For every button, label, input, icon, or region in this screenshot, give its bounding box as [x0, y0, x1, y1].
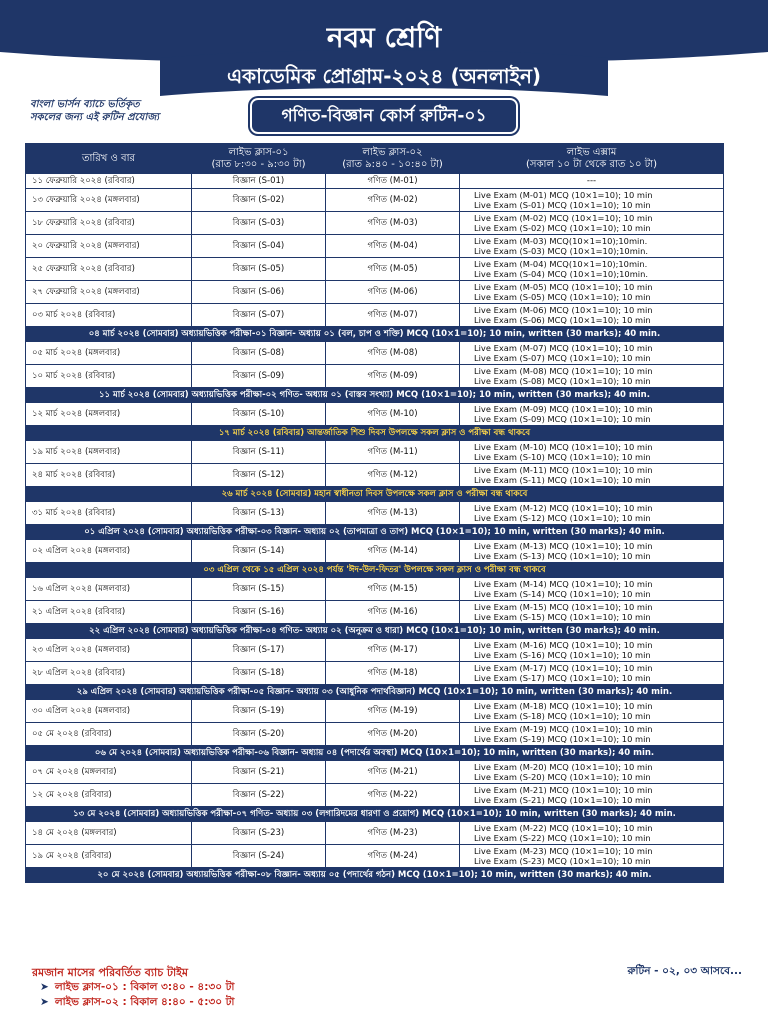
class1-text: বিজ্ঞান (S-23) [232, 827, 285, 838]
exam-cell [460, 174, 724, 189]
exam-line: Live Exam (S-13) MCQ (10×1=10); 10 min [474, 551, 651, 561]
class1-cell [192, 304, 326, 327]
exam-line: Live Exam (S-23) MCQ (10×1=10); 10 min [474, 856, 651, 866]
exam-cell [460, 212, 724, 235]
class2-cell [326, 822, 460, 845]
class1-text: বিজ্ঞান (S-17) [232, 644, 285, 655]
date-text: ১৩ ফেব্রুয়ারি ২০২৪ (মঙ্গলবার) [32, 194, 140, 205]
header-class2-title: লাইভ ক্লাস-০২ [362, 146, 423, 158]
class2-text: গণিত (M-17) [367, 644, 418, 655]
date-cell [26, 464, 192, 487]
date-cell [26, 281, 192, 304]
exam-cell [460, 281, 724, 304]
table-row [26, 174, 724, 189]
class2-cell [326, 761, 460, 784]
exam-line: Live Exam (S-15) MCQ (10×1=10); 10 min [474, 612, 651, 622]
class1-text: বিজ্ঞান (S-07) [232, 309, 285, 320]
exam-line: Live Exam (S-18) MCQ (10×1=10); 10 min [474, 711, 651, 721]
class1-text: বিজ্ঞান (S-24) [232, 850, 285, 861]
arrow-bullet-icon: ➤ [40, 996, 49, 1008]
exam-line: Live Exam (S-10) MCQ (10×1=10); 10 min [474, 452, 651, 462]
class1-text: বিজ্ঞান (S-14) [232, 545, 285, 556]
class2-text: গণিত (M-06) [367, 286, 418, 297]
announcement-text: ২৬ মার্চ ২০২৪ (সোমবার) মহান স্বাধীনতা দিবস উপলক্ষে সকল ক্লাস ও পরীক্ষা বন্ধ থাকবে [26, 487, 724, 502]
class2-cell [326, 174, 460, 189]
class1-text: বিজ্ঞান (S-09) [232, 370, 285, 381]
table-row [26, 235, 724, 258]
class1-text: বিজ্ঞান (S-15) [232, 583, 285, 594]
version-note [30, 98, 230, 124]
table-row [26, 700, 724, 723]
header-exam-title: লাইভ এক্সাম [566, 146, 617, 158]
class1-text: বিজ্ঞান (S-13) [232, 507, 285, 518]
class1-cell [192, 822, 326, 845]
date-cell [26, 578, 192, 601]
exam-cell [460, 700, 724, 723]
exam-line: --- [586, 175, 597, 186]
exam-cell [460, 258, 724, 281]
table-row [26, 304, 724, 327]
class1-cell [192, 441, 326, 464]
exam-line: Live Exam (S-16) MCQ (10×1=10); 10 min [474, 650, 651, 660]
class1-text: বিজ্ঞান (S-02) [232, 194, 285, 205]
class2-cell [326, 723, 460, 746]
exam-line: Live Exam (S-04) MCQ (10×1=10);10min. [474, 269, 648, 279]
chapter-exam-row [26, 746, 724, 761]
class2-text: গণিত (M-08) [367, 347, 418, 358]
date-cell [26, 441, 192, 464]
header-class1-title: লাইভ ক্লাস-০১ [228, 146, 289, 158]
class2-text: গণিত (M-19) [367, 705, 418, 716]
exam-line: Live Exam (S-02) MCQ (10×1=10); 10 min [474, 223, 651, 233]
exam-line: Live Exam (S-20) MCQ (10×1=10); 10 min [474, 772, 651, 782]
announcement-text: ২৯ এপ্রিল ২০২৪ (সোমবার) অধ্যায়ভিত্তিক পরীক্ষা-০৫ বিজ্ঞান- অধ্যায় ০৩ (আধুনিক পদার্থবিজ্ঞান) MCQ (10×1=10); 10 min, written (30 marks); 40 min. [26, 685, 724, 700]
class2-cell [326, 441, 460, 464]
table-row [26, 601, 724, 624]
header-exam-time: (সকাল ১০ টা থেকে রাত ১০ টা) [526, 158, 657, 170]
date-cell [26, 258, 192, 281]
table-row [26, 212, 724, 235]
header-class1 [192, 144, 326, 174]
exam-line: Live Exam (M-11) MCQ (10×1=10); 10 min [474, 464, 653, 475]
class1-text: বিজ্ঞান (S-04) [232, 240, 285, 251]
exam-cell [460, 502, 724, 525]
class2-text: গণিত (M-18) [367, 667, 418, 678]
class1-cell [192, 212, 326, 235]
exam-cell [460, 761, 724, 784]
class2-cell [326, 235, 460, 258]
exam-cell [460, 540, 724, 563]
class2-text: গণিত (M-01) [367, 175, 418, 186]
table-row [26, 342, 724, 365]
chapter-exam-row [26, 327, 724, 342]
class1-cell [192, 662, 326, 685]
exam-line: Live Exam (M-07) MCQ (10×1=10); 10 min [474, 342, 653, 353]
exam-line: Live Exam (S-06) MCQ (10×1=10); 10 min [474, 315, 651, 325]
class2-cell [326, 540, 460, 563]
announcement-text: ০১ এপ্রিল ২০২৪ (সোমবার) অধ্যায়ভিত্তিক পরীক্ষা-০৩ বিজ্ঞান- অধ্যায় ০২ (তাপমাত্রা ও তাপ) MCQ (10×1=10); 10 min, written (30 marks); 40 min. [26, 525, 724, 540]
class2-cell [326, 342, 460, 365]
class2-cell [326, 304, 460, 327]
class1-text: বিজ্ঞান (S-03) [232, 217, 285, 228]
class2-cell [326, 464, 460, 487]
exam-cell [460, 784, 724, 807]
class2-cell [326, 281, 460, 304]
header-class2-time: (রাত ৯:৪০ - ১০:৪০ টা) [342, 158, 443, 170]
exam-cell [460, 189, 724, 212]
header-class1-time: (রাত ৮:৩০ - ৯:৩০ টা) [211, 158, 306, 170]
holiday-banner-row [26, 563, 724, 578]
date-cell [26, 601, 192, 624]
date-text: ২৫ ফেব্রুয়ারি ২০২৪ (রবিবার) [32, 263, 135, 274]
class1-text: বিজ্ঞান (S-21) [232, 766, 285, 777]
date-text: ১৯ মে ২০২৪ (রবিবার) [32, 850, 112, 861]
ramadan-line2: লাইভ ক্লাস-০২ : বিকাল ৪:৪০ - ৫:৩০ টা [54, 996, 235, 1008]
header-banner [0, 0, 768, 142]
exam-line: Live Exam (S-03) MCQ (10×1=10);10min. [474, 246, 648, 256]
ramadan-line1: লাইভ ক্লাস-০১ : বিকাল ৩:৪০ - ৪:৩০ টা [54, 981, 235, 993]
class2-text: গণিত (M-24) [367, 850, 418, 861]
exam-line: Live Exam (M-05) MCQ (10×1=10); 10 min [474, 281, 653, 292]
class1-cell [192, 578, 326, 601]
class1-cell [192, 784, 326, 807]
class2-text: গণিত (M-22) [367, 789, 418, 800]
exam-line: Live Exam (M-19) MCQ (10×1=10); 10 min [474, 723, 653, 734]
class1-cell [192, 723, 326, 746]
class1-text: বিজ্ঞান (S-11) [232, 446, 285, 457]
class2-cell [326, 845, 460, 868]
exam-line: Live Exam (M-04) MCQ(10×1=10);10min. [474, 258, 648, 269]
exam-cell [460, 304, 724, 327]
table-row [26, 464, 724, 487]
date-text: ২৩ এপ্রিল ২০২৪ (মঙ্গলবার) [32, 644, 131, 655]
table-row [26, 365, 724, 388]
routine-table [25, 143, 724, 883]
date-cell [26, 212, 192, 235]
exam-line: Live Exam (M-01) MCQ (10×1=10); 10 min [474, 189, 653, 200]
holiday-banner-row [26, 487, 724, 502]
class2-text: গণিত (M-10) [367, 408, 418, 419]
class1-cell [192, 403, 326, 426]
class2-text: গণিত (M-23) [367, 827, 418, 838]
exam-line: Live Exam (S-09) MCQ (10×1=10); 10 min [474, 414, 651, 424]
exam-line: Live Exam (M-09) MCQ (10×1=10); 10 min [474, 403, 653, 414]
table-row [26, 540, 724, 563]
class1-cell [192, 502, 326, 525]
date-text: ১০ মার্চ ২০২৪ (রবিবার) [32, 370, 116, 381]
exam-line: Live Exam (M-03) MCQ(10×1=10);10min. [474, 235, 648, 246]
class2-text: গণিত (M-02) [367, 194, 418, 205]
exam-line: Live Exam (M-22) MCQ (10×1=10); 10 min [474, 822, 653, 833]
date-cell [26, 403, 192, 426]
date-text: ০৩ মার্চ ২০২৪ (রবিবার) [32, 309, 116, 320]
date-cell [26, 174, 192, 189]
table-row [26, 662, 724, 685]
class2-cell [326, 639, 460, 662]
exam-cell [460, 822, 724, 845]
class1-cell [192, 639, 326, 662]
exam-line: Live Exam (M-23) MCQ (10×1=10); 10 min [474, 845, 653, 856]
date-cell [26, 304, 192, 327]
announcement-text: ১১ মার্চ ২০২৪ (সোমবার) অধ্যায়ভিত্তিক পরীক্ষা-০২ গণিত- অধ্যায় ০১ (বাস্তব সংখ্যা) MCQ (10×1=10); 10 min, written (30 marks); 40 min. [26, 388, 724, 403]
announcement-text: ২২ এপ্রিল ২০২৪ (সোমবার) অধ্যায়ভিত্তিক পরীক্ষা-০৪ গণিত- অধ্যায় ০২ (অনুক্রম ও ধারা) MCQ (10×1=10); 10 min, written (30 marks); 40 min. [26, 624, 724, 639]
announcement-text: ২০ মে ২০২৪ (সোমবার) অধ্যায়ভিত্তিক পরীক্ষা-০৮ বিজ্ঞান- অধ্যায় ০৫ (পদার্থের গঠন) MCQ (10×1=10); 10 min, written (30 marks); 40 min. [26, 868, 724, 883]
exam-line: Live Exam (S-17) MCQ (10×1=10); 10 min [474, 673, 651, 683]
class1-cell [192, 540, 326, 563]
class1-text: বিজ্ঞান (S-05) [232, 263, 285, 274]
exam-line: Live Exam (M-21) MCQ (10×1=10); 10 min [474, 784, 653, 795]
date-cell [26, 822, 192, 845]
class2-cell [326, 212, 460, 235]
class1-text: বিজ্ঞান (S-06) [232, 286, 285, 297]
class2-text: গণিত (M-15) [367, 583, 418, 594]
class2-text: গণিত (M-09) [367, 370, 418, 381]
date-cell [26, 365, 192, 388]
version-note-line1: বাংলা ভার্সন ব্যাচে ভর্তিকৃত [30, 99, 140, 110]
class2-text: গণিত (M-16) [367, 606, 418, 617]
exam-line: Live Exam (M-20) MCQ (10×1=10); 10 min [474, 761, 653, 772]
exam-line: Live Exam (S-11) MCQ (10×1=10); 10 min [474, 475, 651, 485]
course-title-badge: গণিত-বিজ্ঞান কোর্স রুটিন-০১ [250, 98, 518, 134]
date-cell [26, 189, 192, 212]
exam-cell [460, 723, 724, 746]
class1-text: বিজ্ঞান (S-01) [232, 175, 285, 186]
date-cell [26, 723, 192, 746]
exam-line: Live Exam (M-08) MCQ (10×1=10); 10 min [474, 365, 653, 376]
exam-cell [460, 662, 724, 685]
date-text: ১১ ফেব্রুয়ারি ২০২৪ (রবিবার) [32, 175, 135, 186]
table-row [26, 578, 724, 601]
exam-cell [460, 441, 724, 464]
exam-line: Live Exam (S-12) MCQ (10×1=10); 10 min [474, 513, 651, 523]
arrow-bullet-icon: ➤ [40, 981, 49, 993]
exam-line: Live Exam (M-18) MCQ (10×1=10); 10 min [474, 700, 653, 711]
exam-cell [460, 403, 724, 426]
date-text: ২৭ ফেব্রুয়ারি ২০২৪ (মঙ্গলবার) [32, 286, 140, 297]
table-row [26, 441, 724, 464]
date-text: ২১ এপ্রিল ২০২৪ (রবিবার) [32, 606, 126, 617]
table-row [26, 822, 724, 845]
class2-cell [326, 502, 460, 525]
exam-line: Live Exam (M-14) MCQ (10×1=10); 10 min [474, 578, 653, 589]
table-row [26, 723, 724, 746]
routine-body [26, 174, 724, 883]
class1-text: বিজ্ঞান (S-18) [232, 667, 285, 678]
exam-cell [460, 342, 724, 365]
date-text: ০৫ মে ২০২৪ (রবিবার) [32, 728, 112, 739]
page-title: নবম শ্রেণি [326, 21, 442, 54]
class1-cell [192, 258, 326, 281]
exam-cell [460, 235, 724, 258]
chapter-exam-row [26, 525, 724, 540]
class2-cell [326, 700, 460, 723]
class2-text: গণিত (M-12) [367, 469, 418, 480]
announcement-text: ০৬ মে ২০২৪ (সোমবার) অধ্যায়ভিত্তিক পরীক্ষা-০৬ বিজ্ঞান- অধ্যায় ০৪ (পদার্থের অবস্থা) MCQ (10×1=10); 10 min, written (30 marks); 40 min. [26, 746, 724, 761]
exam-cell [460, 365, 724, 388]
table-row [26, 845, 724, 868]
class1-cell [192, 342, 326, 365]
class1-cell [192, 235, 326, 258]
exam-line: Live Exam (M-02) MCQ (10×1=10); 10 min [474, 212, 653, 223]
date-text: ২৪ মার্চ ২০২৪ (রবিবার) [32, 469, 116, 480]
date-text: ১২ মে ২০২৪ (রবিবার) [32, 789, 112, 800]
exam-line: Live Exam (M-16) MCQ (10×1=10); 10 min [474, 639, 653, 650]
class2-cell [326, 784, 460, 807]
exam-cell [460, 601, 724, 624]
exam-line: Live Exam (S-08) MCQ (10×1=10); 10 min [474, 376, 651, 386]
date-cell [26, 662, 192, 685]
class2-cell [326, 365, 460, 388]
date-text: ৩১ মার্চ ২০২৪ (রবিবার) [32, 507, 116, 518]
class1-text: বিজ্ঞান (S-16) [232, 606, 285, 617]
exam-line: Live Exam (M-06) MCQ (10×1=10); 10 min [474, 304, 653, 315]
date-cell [26, 502, 192, 525]
ramadan-title: রমজান মাসের পরিবর্তিত ব্যাচ টাইম [32, 966, 189, 979]
class1-cell [192, 700, 326, 723]
class2-cell [326, 403, 460, 426]
date-text: ০২ এপ্রিল ২০২৪ (মঙ্গলবার) [32, 545, 131, 556]
version-note-line2: সকলের জন্য এই রুটিন প্রযোজ্য [30, 112, 160, 123]
ramadan-item [40, 995, 234, 1012]
class1-cell [192, 174, 326, 189]
date-cell [26, 639, 192, 662]
date-text: ৩০ এপ্রিল ২০২৪ (মঙ্গলবার) [32, 705, 131, 716]
date-text: ১২ মার্চ ২০২৪ (মঙ্গলবার) [32, 408, 121, 419]
class2-text: গণিত (M-21) [367, 766, 418, 777]
class1-cell [192, 189, 326, 212]
exam-line: Live Exam (M-17) MCQ (10×1=10); 10 min [474, 662, 653, 673]
exam-line: Live Exam (M-15) MCQ (10×1=10); 10 min [474, 601, 653, 612]
exam-cell [460, 464, 724, 487]
table-header-row [26, 144, 724, 174]
header-date: তারিখ ও বার [26, 144, 192, 174]
header-class2 [326, 144, 460, 174]
class2-text: গণিত (M-07) [367, 309, 418, 320]
class1-text: বিজ্ঞান (S-12) [232, 469, 285, 480]
class2-cell [326, 578, 460, 601]
class2-text: গণিত (M-04) [367, 240, 418, 251]
class1-cell [192, 464, 326, 487]
class2-cell [326, 189, 460, 212]
date-text: ২৮ এপ্রিল ২০২৪ (রবিবার) [32, 667, 126, 678]
class2-text: গণিত (M-11) [367, 446, 418, 457]
class1-cell [192, 601, 326, 624]
table-row [26, 258, 724, 281]
table-row [26, 502, 724, 525]
table-row [26, 761, 724, 784]
class1-text: বিজ্ঞান (S-20) [232, 728, 285, 739]
exam-line: Live Exam (M-13) MCQ (10×1=10); 10 min [474, 540, 653, 551]
class2-text: গণিত (M-13) [367, 507, 418, 518]
class1-text: বিজ্ঞান (S-19) [232, 705, 285, 716]
class1-cell [192, 845, 326, 868]
holiday-banner-row [26, 426, 724, 441]
date-cell [26, 784, 192, 807]
class2-text: গণিত (M-05) [367, 263, 418, 274]
announcement-text: ১৩ মে ২০২৪ (সোমবার) অধ্যায়ভিত্তিক পরীক্ষা-০৭ গণিত- অধ্যায় ০৩ (লগারিদমের ধারণা ও প্রয়োগ) MCQ (10×1=10); 10 min, written (30 marks); 40 min. [26, 807, 724, 822]
exam-line: Live Exam (M-10) MCQ (10×1=10); 10 min [474, 441, 653, 452]
class2-cell [326, 662, 460, 685]
class1-cell [192, 761, 326, 784]
exam-line: Live Exam (S-14) MCQ (10×1=10); 10 min [474, 589, 651, 599]
chapter-exam-row [26, 685, 724, 700]
date-cell [26, 342, 192, 365]
next-routine-note: রুটিন - ০২, ০৩ আসবে... [627, 965, 742, 977]
date-cell [26, 845, 192, 868]
chapter-exam-row [26, 868, 724, 883]
date-cell [26, 235, 192, 258]
table-row [26, 784, 724, 807]
table-row [26, 281, 724, 304]
date-text: ১৪ মে ২০২৪ (মঙ্গলবার) [32, 827, 117, 838]
exam-line: Live Exam (S-01) MCQ (10×1=10); 10 min [474, 200, 651, 210]
table-row [26, 403, 724, 426]
exam-line: Live Exam (S-22) MCQ (10×1=10); 10 min [474, 833, 651, 843]
class1-text: বিজ্ঞান (S-10) [232, 408, 285, 419]
announcement-text: ০৩ এপ্রিল থেকে ১৫ এপ্রিল ২০২৪ পর্যন্ত 'ঈদ-উল-ফিতর' উপলক্ষে সকল ক্লাস ও পরীক্ষা বন্ধ থাকবে [26, 563, 724, 578]
class1-cell [192, 365, 326, 388]
class2-text: গণিত (M-03) [367, 217, 418, 228]
exam-cell [460, 845, 724, 868]
exam-line: Live Exam (S-21) MCQ (10×1=10); 10 min [474, 795, 651, 805]
exam-line: Live Exam (M-12) MCQ (10×1=10); 10 min [474, 502, 653, 513]
chapter-exam-row [26, 807, 724, 822]
class2-text: গণিত (M-14) [367, 545, 418, 556]
header-exam [460, 144, 724, 174]
date-text: ০৭ মে ২০২৪ (মঙ্গলবার) [32, 766, 117, 777]
class1-cell [192, 281, 326, 304]
date-cell [26, 540, 192, 563]
class2-cell [326, 601, 460, 624]
page-subtitle: একাডেমিক প্রোগ্রাম-২০২৪ (অনলাইন) [226, 64, 542, 88]
date-text: ২০ ফেব্রুয়ারি ২০২৪ (মঙ্গলবার) [32, 240, 140, 251]
date-text: ০৫ মার্চ ২০২৪ (মঙ্গলবার) [32, 347, 121, 358]
exam-line: Live Exam (S-19) MCQ (10×1=10); 10 min [474, 734, 651, 744]
announcement-text: ০৪ মার্চ ২০২৪ (সোমবার) অধ্যায়ভিত্তিক পরীক্ষা-০১ বিজ্ঞান- অধ্যায় ০১ (বল, চাপ ও শক্তি) MCQ (10×1=10); 10 min, written (30 marks); 40 min. [26, 327, 724, 342]
exam-cell [460, 639, 724, 662]
announcement-text: ১৭ মার্চ ২০২৪ (রবিবার) আন্তর্জাতিক শিশু দিবস উপলক্ষে সকল ক্লাস ও পরীক্ষা বন্ধ থাকবে [26, 426, 724, 441]
class1-text: বিজ্ঞান (S-22) [232, 789, 285, 800]
date-text: ১৬ এপ্রিল ২০২৪ (মঙ্গলবার) [32, 583, 131, 594]
table-row [26, 639, 724, 662]
class2-cell [326, 258, 460, 281]
class2-text: গণিত (M-20) [367, 728, 418, 739]
date-text: ১৮ ফেব্রুয়ারি ২০২৪ (রবিবার) [32, 217, 135, 228]
class1-text: বিজ্ঞান (S-08) [232, 347, 285, 358]
chapter-exam-row [26, 624, 724, 639]
table-row [26, 189, 724, 212]
date-text: ১৯ মার্চ ২০২৪ (মঙ্গলবার) [32, 446, 121, 457]
exam-cell [460, 578, 724, 601]
exam-line: Live Exam (S-07) MCQ (10×1=10); 10 min [474, 353, 651, 363]
exam-line: Live Exam (S-05) MCQ (10×1=10); 10 min [474, 292, 651, 302]
date-cell [26, 700, 192, 723]
date-cell [26, 761, 192, 784]
chapter-exam-row [26, 388, 724, 403]
